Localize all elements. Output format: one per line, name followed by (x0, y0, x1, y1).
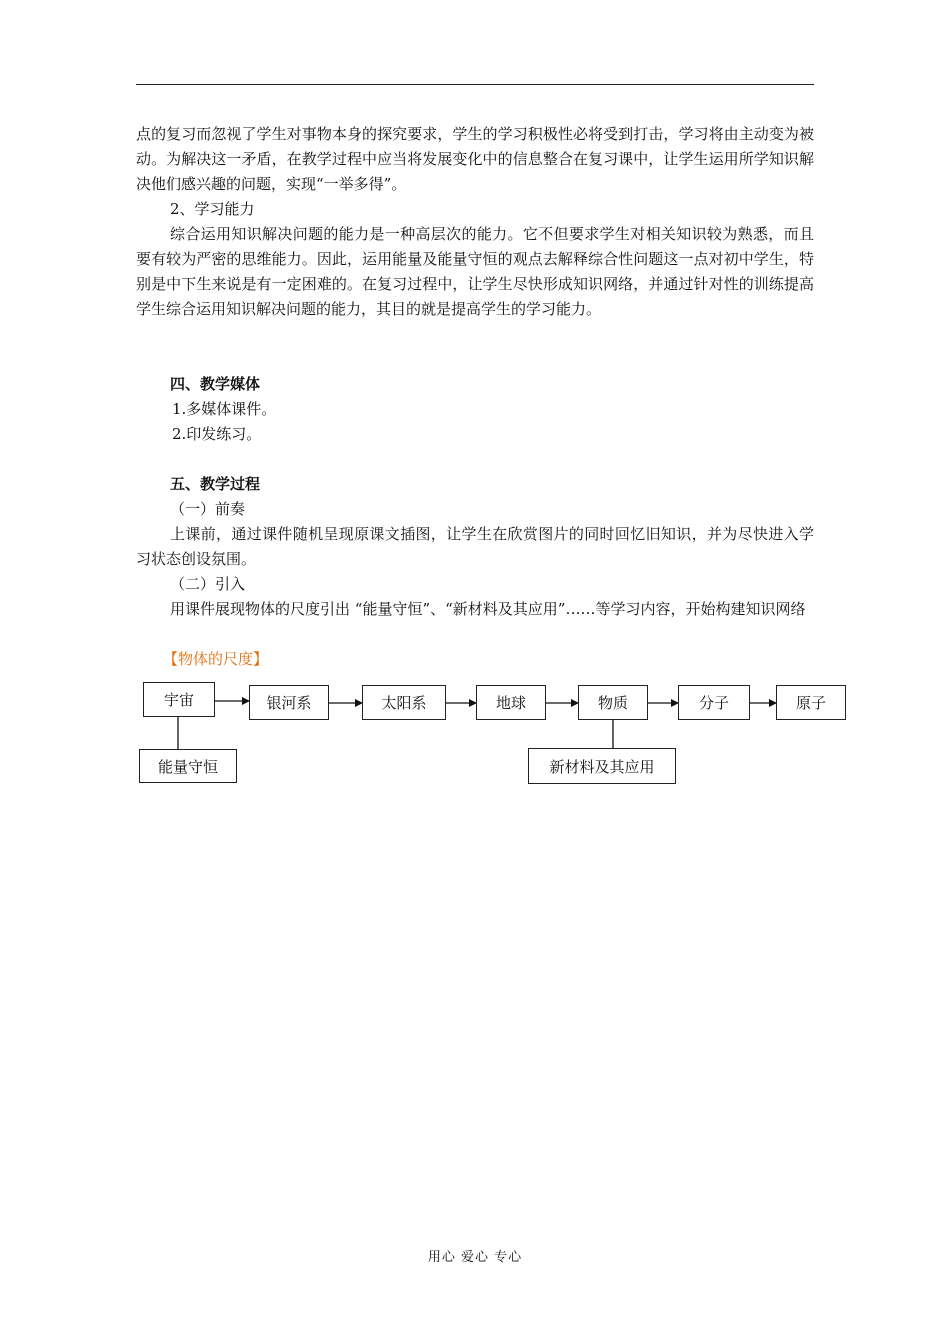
node-new-materials: 新材料及其应用 (528, 748, 676, 784)
section-5-title: 五、教学过程 (170, 475, 261, 493)
paragraph-3: 上课前，通过课件随机呈现原课文插图，让学生在欣赏图片的同时回忆旧知识，并为尽快进入学习状态创设氛围。 (136, 525, 814, 568)
paragraph-2: 综合运用知识解决问题的能力是一种高层次的能力。它不但要求学生对相关知识较为熟悉，而且要有较为严密的思维能力。因此，运用能量及能量守恒的观点去解释综合性问题这一点对初中学生，特别是中下生来说是有一定困难的。在复习过程中，让学生尽快形成知识网络，并通过针对性的训练提高学生综合运用知识解决问题的能力，其目的就是提高学生的学习能力。 (136, 225, 814, 318)
subsection-1-title: （一）前奏 (170, 500, 246, 518)
diagram-title: 【物体的尺度】 (163, 650, 269, 668)
media-item-1: 1.多媒体课件。 (172, 400, 277, 418)
node-molecule: 分子 (678, 685, 750, 720)
node-milky-way: 银河系 (249, 685, 329, 720)
node-universe: 宇宙 (143, 682, 215, 717)
section-4-title: 四、教学媒体 (170, 375, 261, 393)
media-item-2: 2.印发练习。 (172, 425, 262, 443)
node-energy-conservation: 能量守恒 (139, 749, 237, 783)
paragraph-1: 点的复习而忽视了学生对事物本身的探究要求，学生的学习积极性必将受到打击，学习将由主动变为被动。为解决这一矛盾，在教学过程中应当将发展变化中的信息整合在复习课中，让学生运用所学知识解决他们感兴趣的问题，实现“一举多得”。 (136, 125, 814, 193)
node-atom: 原子 (776, 685, 846, 720)
subsection-2-title: （二）引入 (170, 575, 246, 593)
node-solar-system: 太阳系 (362, 685, 446, 720)
page-footer: 用心 爱心 专心 (427, 1250, 523, 1265)
node-earth: 地球 (476, 685, 546, 720)
heading-learning-ability: 2、学习能力 (170, 200, 255, 218)
node-matter: 物质 (578, 685, 648, 720)
paragraph-4: 用课件展现物体的尺度引出 “能量守恒”、“新材料及其应用”……等学习内容，开始构建知识网络 (170, 600, 806, 618)
